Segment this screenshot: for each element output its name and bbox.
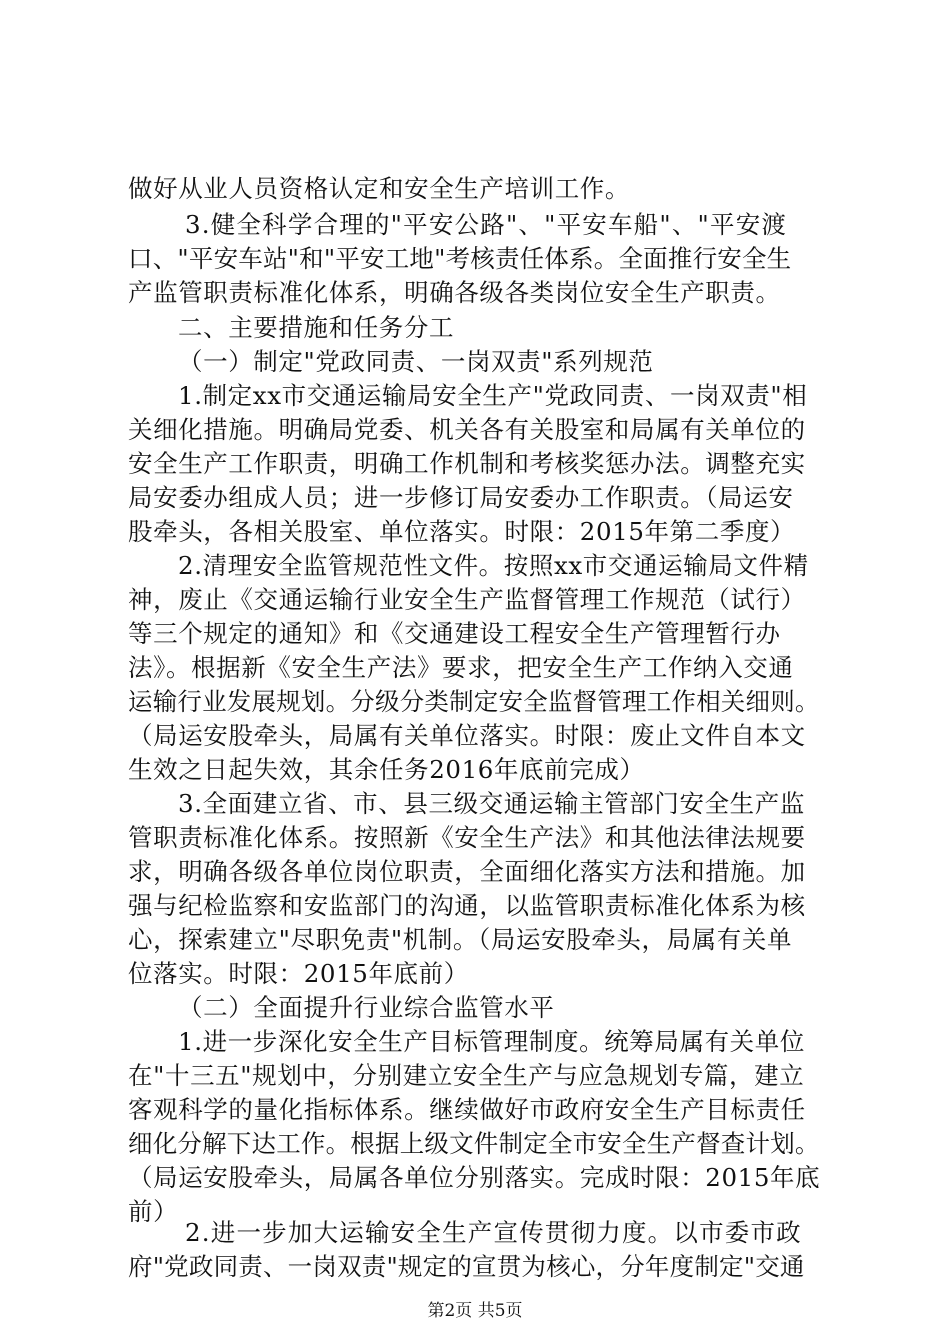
text-line: 关细化措施。明确局党委、机关各有关股室和局属有关单位的 bbox=[128, 415, 806, 444]
text-line: 法》。根据新《安全生产法》要求，把安全生产工作纳入交通 bbox=[128, 653, 794, 682]
text-line: 产监管职责标准化体系，明确各级各类岗位安全生产职责。 bbox=[128, 278, 781, 307]
text-line: 管职责标准化体系。按照新《安全生产法》和其他法律法规要 bbox=[128, 823, 806, 852]
text-line: （局运安股牵头，局属各单位分别落实。完成时限：2015年底 bbox=[128, 1163, 821, 1192]
text-line: 细化分解下达工作。根据上级文件制定全市安全生产督查计划。 bbox=[128, 1129, 820, 1158]
text-line: 口、"平安车站"和"平安工地"考核责任体系。全面推行安全生 bbox=[128, 244, 792, 273]
text-line: 运输行业发展规划。分级分类制定安全监督管理工作相关细则。 bbox=[128, 687, 820, 716]
text-line: 股牵头，各相关股室、单位落实。时限：2015年第二季度） bbox=[128, 517, 796, 546]
page-number: 第2页 共5页 bbox=[427, 1301, 523, 1321]
text-line: 做好从业人员资格认定和安全生产培训工作。 bbox=[128, 174, 630, 203]
text-line: 3.健全科学合理的"平安公路"、"平安车船"、"平安渡 bbox=[185, 210, 788, 239]
text-line: 1.制定xx市交通运输局安全生产"党政同责、一岗双责"相 bbox=[178, 381, 808, 410]
text-line: 3.全面建立省、市、县三级交通运输主管部门安全生产监 bbox=[178, 789, 805, 818]
text-line: 2.进一步加大运输安全生产宣传贯彻力度。以市委市政 bbox=[185, 1218, 802, 1247]
text-line: 等三个规定的通知》和《交通建设工程安全生产管理暂行办 bbox=[128, 619, 781, 648]
section-heading: 二、主要措施和任务分工 bbox=[178, 313, 455, 342]
text-line: 在"十三五"规划中，分别建立安全生产与应急规划专篇，建立 bbox=[128, 1061, 805, 1090]
text-line: 位落实。时限：2015年底前） bbox=[128, 959, 469, 988]
text-line: 客观科学的量化指标体系。继续做好市政府安全生产目标责任 bbox=[128, 1095, 806, 1124]
text-line: （局运安股牵头，局属有关单位落实。时限：废止文件自本文 bbox=[128, 721, 806, 750]
text-line: 府"党政同责、一岗双责"规定的宣贯为核心，分年度制定"交通 bbox=[128, 1252, 805, 1281]
text-line: 1.进一步深化安全生产目标管理制度。统筹局属有关单位 bbox=[178, 1027, 805, 1056]
text-line: 心，探索建立"尽职免责"机制。（局运安股牵头，局属有关单 bbox=[128, 925, 793, 954]
subsection-heading: （一）制定"党政同责、一岗双责"系列规范 bbox=[178, 347, 654, 376]
subsection-heading: （二）全面提升行业综合监管水平 bbox=[178, 993, 555, 1022]
text-line: 强与纪检监察和安监部门的沟通，以监管职责标准化体系为核 bbox=[128, 891, 806, 920]
text-line: 求，明确各级各单位岗位职责，全面细化落实方法和措施。加 bbox=[128, 857, 806, 886]
text-line: 2.清理安全监管规范性文件。按照xx市交通运输局文件精 bbox=[178, 551, 809, 580]
text-line: 局安委办组成人员；进一步修订局安委办工作职责。（局运安 bbox=[128, 483, 794, 512]
text-line: 神，废止《交通运输行业安全生产监督管理工作规范（试行） bbox=[128, 585, 806, 614]
text-line: 前） bbox=[128, 1197, 179, 1226]
text-line: 安全生产工作职责，明确工作机制和考核奖惩办法。调整充实 bbox=[128, 449, 806, 478]
text-line: 生效之日起失效，其余任务2016年底前完成） bbox=[128, 755, 645, 784]
